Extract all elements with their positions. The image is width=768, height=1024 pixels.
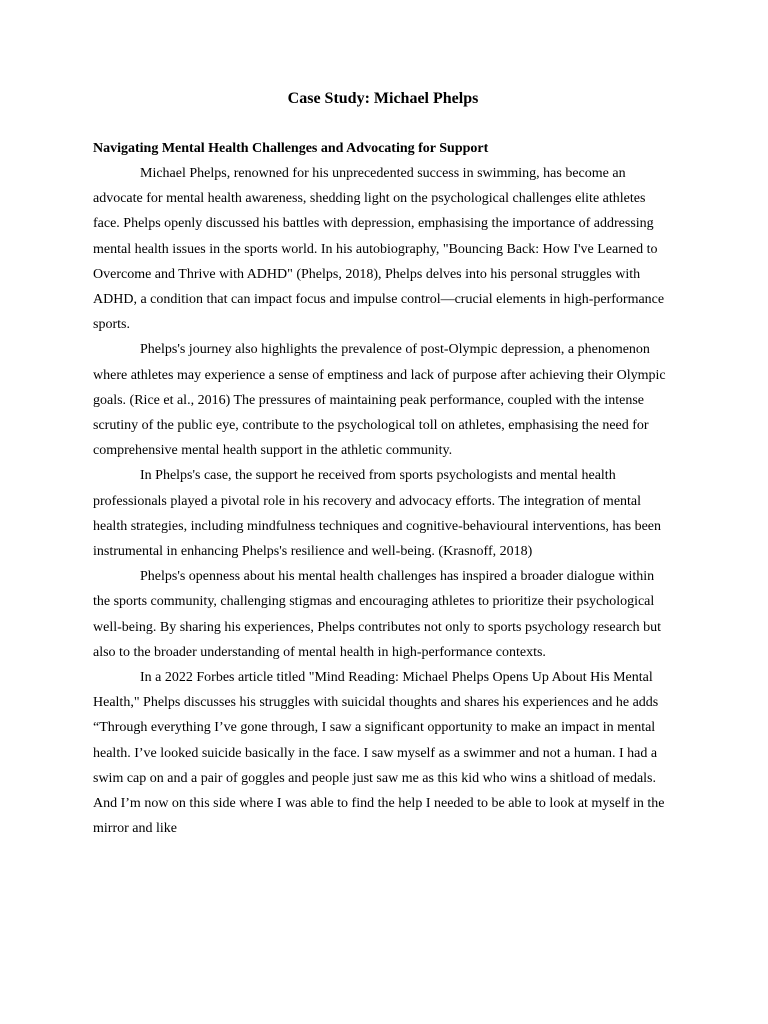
section-heading: Navigating Mental Health Challenges and Advocating for Support — [93, 141, 489, 156]
page-title: Case Study: Michael Phelps — [287, 90, 479, 107]
body-paragraph-4: Phelps's openness about his mental health challenges has inspired a broader dialogue within the sports community, challenging stigmas and encouraging athletes to prioritize their psychological well-being. By sharing his experiences, Phelps contributes not only to sports psychology research but also to the broader understanding of mental health in high-performance contexts. — [93, 569, 662, 660]
body-paragraph-1: Michael Phelps, renowned for his unprecedented success in swimming, has become an advocate for mental health awareness, shedding light on the psychological challenges elite athletes face. Phelps openly discussed his battles with depression, emphasising the importance of addressing mental health issues in the sports world. In his autobiography, "Bouncing Back: How I've Learned to Overcome and Thrive with ADHD" (Phelps, 2018), Phelps delves into his personal struggles with ADHD, a condition that can impact focus and impulse control—crucial elements in high-performance sports. — [93, 166, 665, 333]
body-paragraph-3: In Phelps's case, the support he received from sports psychologists and mental health professionals played a pivotal role in his recovery and advocacy efforts. The integration of mental health strategies, including mindfulness techniques and cognitive-behavioural interventions, has been instrumental in enhancing Phelps's resilience and well-being. (Krasnoff, 2018) — [93, 468, 662, 560]
body-paragraph-5: In a 2022 Forbes article titled "Mind Reading: Michael Phelps Opens Up About His Mental Health," Phelps discusses his struggles with suicidal thoughts and shares his experiences and he adds “Through everything I’ve gone through, I saw a significant opportunity to make an impact in mental health. I’ve looked suicide basically in the face. I saw myself as a swimmer and not a human. I had a swim cap on and a pair of goggles and people just saw me as this kid who wins a shitload of medals. And I’m now on this side where I was able to find the help I needed to be able to look at myself in the mirror and like — [93, 670, 665, 837]
body-paragraph-2: Phelps's journey also highlights the prevalence of post-Olympic depression, a phenomenon where athletes may experience a sense of emptiness and lack of purpose after achieving their Olympic goals. (Rice et al., 2016) The pressures of maintaining peak performance, coupled with the intense scrutiny of the public eye, contribute to the psychological toll on athletes, emphasising the need for comprehensive mental health support in the athletic community. — [93, 342, 666, 459]
document-page — [93, 88, 673, 841]
